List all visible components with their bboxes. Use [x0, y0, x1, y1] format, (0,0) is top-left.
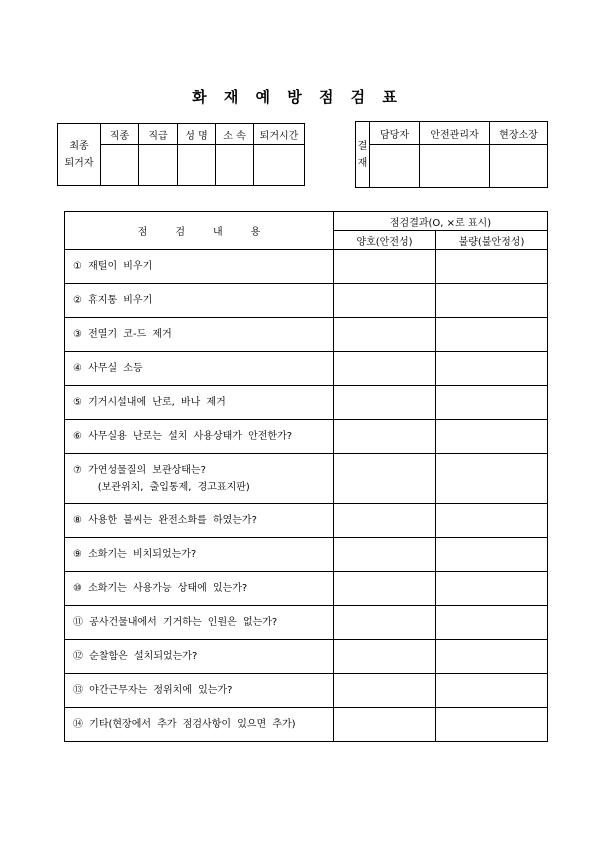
result-bad-cell[interactable]	[436, 454, 548, 504]
header-char: 내	[213, 227, 223, 238]
final-leaver-table	[57, 123, 305, 186]
checklist-item: ② 휴지통 비우기	[65, 284, 334, 318]
rank-field[interactable]	[139, 145, 178, 186]
final-leaver-label: 최종 퇴거자	[58, 124, 101, 186]
checklist-item: ① 재털이 비우기	[65, 250, 334, 284]
checklist-item: ⑥ 사무실용 난로는 설치 사용상태가 안전한가?	[65, 420, 334, 454]
result-good-cell[interactable]	[334, 284, 436, 318]
header-job-type: 직종	[101, 124, 139, 145]
checklist-item: ③ 전열기 코-드 제거	[65, 318, 334, 352]
header-site-manager: 현장소장	[490, 122, 548, 145]
header-safety-manager: 안전관리자	[420, 122, 490, 145]
safety-manager-sign[interactable]	[420, 145, 490, 188]
result-good-cell[interactable]	[334, 420, 436, 454]
approval-label: 결 재	[356, 122, 370, 188]
result-good-cell[interactable]	[334, 640, 436, 674]
header-char: 점	[137, 227, 148, 238]
checklist-item: ④ 사무실 소등	[65, 352, 334, 386]
result-bad-cell[interactable]	[436, 538, 548, 572]
checklist-item: ⑫ 순찰함은 설치되었는가?	[65, 640, 334, 674]
header-affiliation: 소 속	[216, 124, 254, 145]
name-field[interactable]	[178, 145, 216, 186]
result-good-header: 양호(안전성)	[334, 231, 436, 250]
result-bad-cell[interactable]	[436, 284, 548, 318]
page-title: 화 재 예 방 점 검 표	[192, 88, 403, 106]
inspection-result-header: 점검결과(O, ×로 표시)	[334, 212, 548, 231]
result-bad-cell[interactable]	[436, 674, 548, 708]
header-char: 검	[175, 227, 185, 238]
header-person-in-charge: 담당자	[370, 122, 420, 145]
result-good-cell[interactable]	[334, 538, 436, 572]
result-bad-cell[interactable]	[436, 420, 548, 454]
checklist-item: ⑧ 사용한 불씨는 완전소화를 하였는가?	[65, 504, 334, 538]
person-in-charge-sign[interactable]	[370, 145, 420, 188]
checklist-item: ⑤ 기거시설내에 난로, 바나 제거	[65, 386, 334, 420]
header-name: 성 명	[178, 124, 216, 145]
result-good-cell[interactable]	[334, 250, 436, 284]
checklist-item: ⑭ 기타(현장에서 추가 점검사항이 있으면 추가)	[65, 708, 334, 742]
site-manager-sign[interactable]	[490, 145, 548, 188]
result-good-cell[interactable]	[334, 454, 436, 504]
checklist-item: ⑩ 소화기는 사용가능 상태에 있는가?	[65, 572, 334, 606]
inspection-content-header	[65, 212, 334, 250]
header-char: 용	[250, 227, 261, 238]
result-good-cell[interactable]	[334, 674, 436, 708]
result-bad-cell[interactable]	[436, 504, 548, 538]
result-bad-cell[interactable]	[436, 352, 548, 386]
result-bad-cell[interactable]	[436, 708, 548, 742]
result-bad-cell[interactable]	[436, 318, 548, 352]
result-good-cell[interactable]	[334, 572, 436, 606]
result-bad-cell[interactable]	[436, 640, 548, 674]
result-good-cell[interactable]	[334, 318, 436, 352]
checklist-item: ⑦ 가연성물질의 보관상태는? (보관위치, 출입통제, 경고표지판)	[65, 454, 334, 504]
header-leave-time: 퇴거시간	[254, 124, 305, 145]
checklist-item: ⑨ 소화기는 비치되었는가?	[65, 538, 334, 572]
result-good-cell[interactable]	[334, 386, 436, 420]
affiliation-field[interactable]	[216, 145, 254, 186]
checklist-item: ⑬ 야간근무자는 정위치에 있는가?	[65, 674, 334, 708]
result-bad-header: 불량(불안정성)	[436, 231, 548, 250]
result-good-cell[interactable]	[334, 504, 436, 538]
approval-table	[355, 121, 548, 188]
leave-time-field[interactable]	[254, 145, 305, 186]
result-good-cell[interactable]	[334, 352, 436, 386]
result-good-cell[interactable]	[334, 708, 436, 742]
header-rank: 직급	[139, 124, 178, 145]
inspection-checklist	[64, 211, 548, 742]
checklist-item: ⑪ 공사건물내에서 기거하는 인원은 없는가?	[65, 606, 334, 640]
result-good-cell[interactable]	[334, 606, 436, 640]
result-bad-cell[interactable]	[436, 386, 548, 420]
result-bad-cell[interactable]	[436, 606, 548, 640]
job-type-field[interactable]	[101, 145, 139, 186]
result-bad-cell[interactable]	[436, 250, 548, 284]
result-bad-cell[interactable]	[436, 572, 548, 606]
